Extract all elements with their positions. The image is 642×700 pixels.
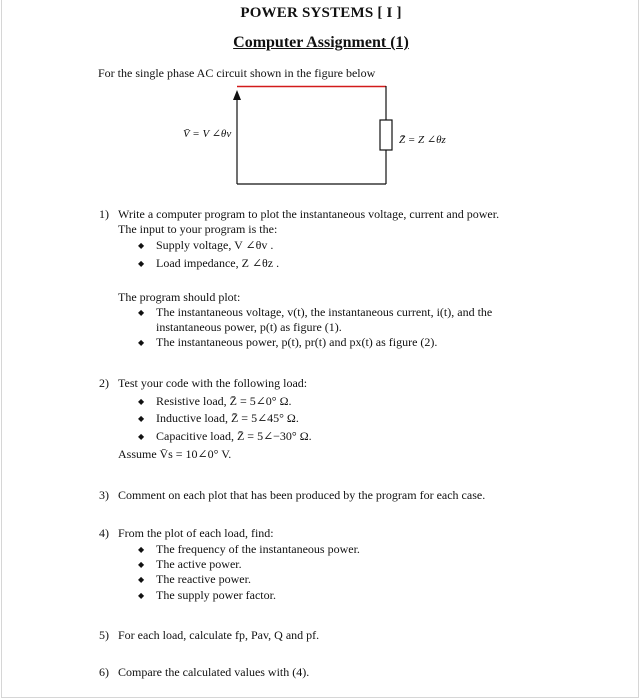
list-item: ◆ The supply power factor. xyxy=(138,588,548,603)
list-item: ◆ Resistive load, Z̄ = 5∠0° Ω. xyxy=(138,394,548,409)
question-number: 6) xyxy=(99,665,109,679)
question-text: From the plot of each load, find: xyxy=(118,526,274,540)
list-item: ◆ The frequency of the instantaneous power. xyxy=(138,542,548,557)
question-text: The program should plot: xyxy=(118,290,241,304)
page-title: POWER SYSTEMS [ I ] xyxy=(240,5,402,21)
question-number: 3) xyxy=(99,488,109,502)
question-text: The input to your program is the: xyxy=(118,222,278,236)
intro-text: For the single phase AC circuit shown in the figure below xyxy=(98,66,376,80)
list-item: ◆ The instantaneous voltage, v(t), the instantaneous current, i(t), and the instantaneous power, p(t) as figure (1). xyxy=(138,305,548,335)
question-number: 4) xyxy=(99,526,109,540)
source-voltage-label: V̄ = V ∠θv xyxy=(183,128,232,140)
load-impedance-label: Z̄ = Z ∠θz xyxy=(399,134,446,146)
question-text: Compare the calculated values with (4). xyxy=(118,665,310,679)
list-item: ◆ Load impedance, Z ∠θz . xyxy=(138,256,548,271)
list-item: ◆ The active power. xyxy=(138,557,548,572)
list-item: ◆ Supply voltage, V ∠θv . xyxy=(138,238,548,253)
list-item: ◆ Capacitive load, Z̄ = 5∠−30° Ω. xyxy=(138,429,548,444)
assignment-subtitle: Computer Assignment (1) xyxy=(233,34,409,51)
question-text: Assume V̄s = 10∠0° V. xyxy=(118,447,232,461)
load-impedance-box xyxy=(380,120,392,150)
question-text: Comment on each plot that has been produced by the program for each case. xyxy=(118,488,486,502)
source-arrow-icon xyxy=(233,90,241,100)
question-text: For each load, calculate fp, Pav, Q and pf. xyxy=(118,628,320,642)
question-text: Write a computer program to plot the instantaneous voltage, current and power. xyxy=(118,207,500,221)
circuit-diagram xyxy=(0,80,642,190)
question-text: Test your code with the following load: xyxy=(118,376,308,390)
list-item: ◆ The reactive power. xyxy=(138,572,548,587)
question-number: 2) xyxy=(99,376,109,390)
list-item: ◆ The instantaneous power, p(t), pr(t) and px(t) as figure (2). xyxy=(138,335,548,350)
question-number: 1) xyxy=(99,207,109,221)
question-number: 5) xyxy=(99,628,109,642)
list-item: ◆ Inductive load, Z̄ = 5∠45° Ω. xyxy=(138,411,548,426)
